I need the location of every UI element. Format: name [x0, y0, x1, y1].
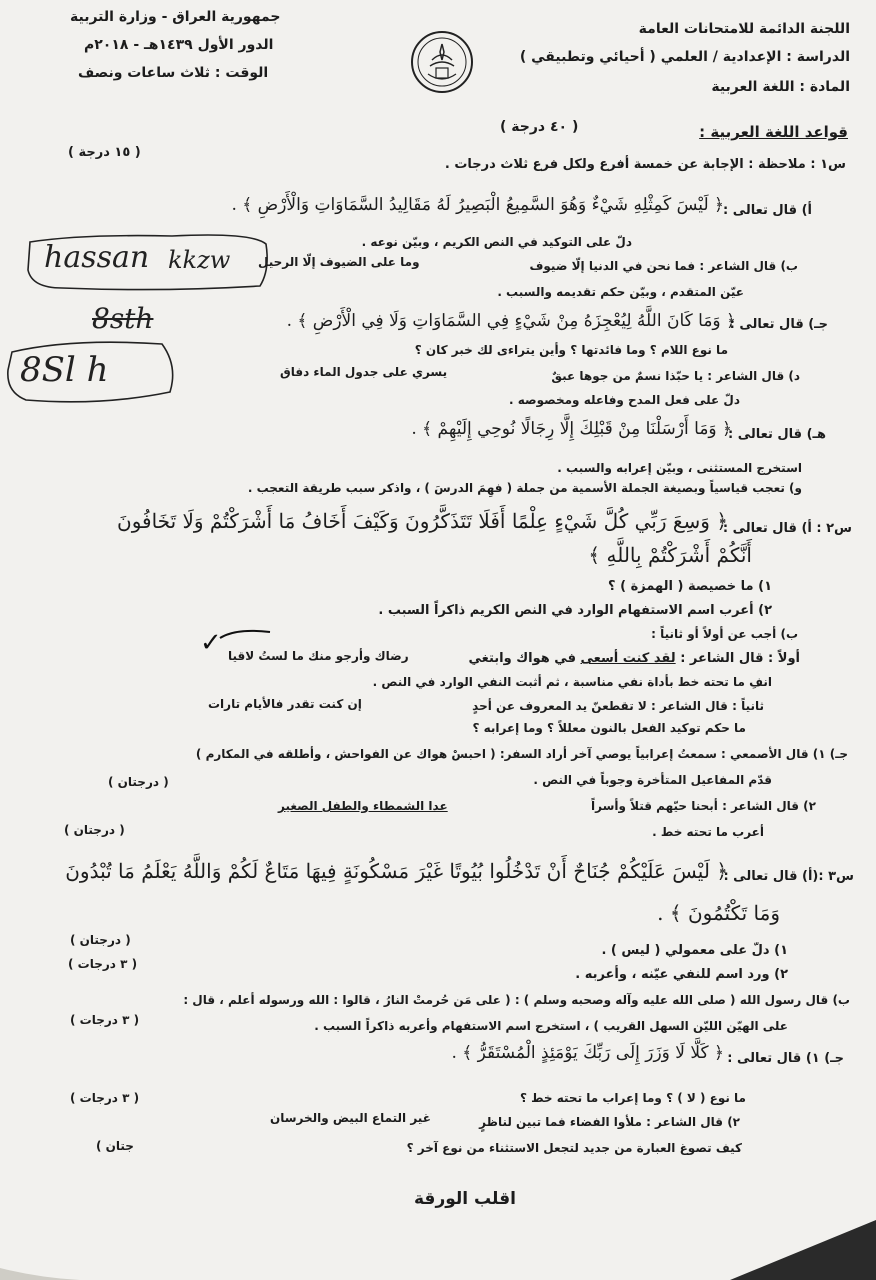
q2-first-verse2: رضاك وأرجو منك ما لستُ لاقيا: [228, 649, 409, 663]
q3-c-marks: ( ٣ درجات ): [70, 1091, 140, 1105]
q2-c2-question: أعرب ما تحته خط .: [652, 825, 764, 839]
handwritten-code: 8Sl h: [20, 350, 109, 390]
q2-c2-underlined: عدا الشمطاء والطفل الصغير: [278, 799, 448, 813]
q2-c1-question: قدّم المفاعيل المتأخرة وجوباً في النص .: [533, 773, 772, 787]
footer-turn-page: اقلب الورقة: [414, 1189, 516, 1209]
q1-b-question: عيّن المتقدم ، وبيّن حكم تقديمه والسبب .: [497, 285, 744, 299]
q2-second-verse1: ثانياً : قال الشاعر : لا تقطعنّ يد المعروف عن أحدٍ: [472, 699, 764, 713]
q1-f-question: و) تعجب قياسياً وبصيغة الجملة الأسمية من جملة ( فهِمَ الدرسَ ) ، واذكر سبب طريقة التعجب .: [247, 481, 802, 495]
q1-b-verse2: وما على الضيوف إلّا الرحيل: [258, 255, 420, 269]
q1-d-verse2: يسري على جدول الماء دفاق: [280, 365, 448, 379]
q2-c1: جـ) ١) قال الأصمعي : سمعتُ إعرابياً يوصي آخر أراد السفر: ( احبسْ هواك عن الفواحش ، وأطلقه في المكارم ): [195, 747, 848, 761]
q1-e-question: استخرج المستثنى ، وبيّن إعرابه والسبب .: [557, 461, 802, 475]
q1-a-question: دلّ على التوكيد في النص الكريم ، وبيّن نوعه .: [361, 235, 632, 249]
q3-a2: ٢) ورد اسم للنفي عيّنه ، وأعربه .: [575, 967, 788, 982]
q3-c-intro: جـ) ١) قال تعالى :: [727, 1051, 844, 1066]
q2-second-question: ما حكم توكيد الفعل بالنون معللاً ؟ وما إعرابه ؟: [472, 721, 746, 735]
q3-c2-verse2: غير التماع البيض والخرسان: [270, 1111, 431, 1125]
q2-c2-verse1: ٢) قال الشاعر : أبحنا حيّهم قتلاً وأسراً: [591, 799, 816, 813]
q1-a-intro: أ) قال تعالى :: [723, 203, 812, 218]
header-time: الوقت : ثلاث ساعات ونصف: [78, 65, 269, 81]
q3-a1-marks: ( درجتان ): [70, 933, 131, 947]
q2-second-verse2: إن كنت تقدر فالأيام تارات: [208, 697, 362, 711]
q2-c1-marks: ( درجتان ): [108, 775, 169, 789]
q1-d-verse1: د) قال الشاعر : يا حبّذا نسمٌ من جوها عبقٌ: [551, 369, 800, 383]
header-republic: جمهورية العراق - وزارة التربية: [70, 9, 281, 25]
q2-verse-line1: ﴿ وَسِعَ رَبِّي كُلَّ شَيْءٍ عِلْمًا أَفَلَا تَتَذَكَّرُونَ وَكَيْفَ أَخَافُ مَا أَشْرَكْتُمْ وَلَا تَخَافُونَ: [117, 509, 728, 533]
q1-b-verse1: ب) قال الشاعر : فما نحن في الدنيا إلّا ضيوف: [529, 259, 798, 273]
q2-c2-marks: ( درجتان ): [64, 823, 125, 837]
q2-a1: ١) ما خصيصة ( الهمزة ) ؟: [608, 579, 772, 594]
q3-intro: س٣ :(أ) قال تعالى :: [723, 869, 854, 884]
handwritten-tick: ✓: [200, 628, 222, 658]
q3-verse-line1: ﴿ لَيْسَ عَلَيْكُمْ جُنَاحٌ أَنْ تَدْخُلُوا بُيُوتًا غَيْرَ مَسْكُونَةٍ فِيهَا مَتَاعٌ لَكُمْ وَاللَّهُ يَعْلَمُ مَا تُبْدُونَ: [65, 859, 728, 883]
header-study: الدراسة : الإعدادية / العلمي ( أحيائي وتطبيقي ): [519, 49, 850, 65]
header-subject: المادة : اللغة العربية: [711, 79, 850, 95]
q2-first-prefix: أولاً : قال الشاعر :: [680, 651, 800, 666]
q3-verse-line2: وَمَا تَكْتُمُونَ ﴾ .: [657, 901, 780, 925]
q2-first-suffix: في هواك وابتغي: [468, 651, 576, 666]
q2-a2: ٢) أعرب اسم الاستفهام الوارد في النص الكريم ذاكراً السبب .: [378, 603, 772, 618]
q2-first-underlined: لقد كنت أسعى: [580, 651, 676, 666]
q3-a2-marks: ( ٣ درجات ): [68, 957, 138, 971]
section-marks: ( ٤٠ درجة ): [500, 119, 579, 135]
handwritten-struck-text: 8sth: [92, 302, 154, 335]
q3-a1: ١) دلّ على معمولي ( ليس ) .: [601, 943, 788, 958]
q2-b-heading: ب) أجب عن أولاً أو ثانياً :: [651, 627, 798, 641]
q3-c2-verse1: ٢) قال الشاعر : ملأوا الفضاء فما تبين لناظرٍ: [479, 1115, 740, 1129]
q3-b-marks: ( ٣ درجات ): [70, 1013, 140, 1027]
q1-e-verse: ﴿ وَمَا أَرْسَلْنَا مِنْ قَبْلِكَ إِلَّا رِجَالًا نُوحِي إِلَيْهِمْ ﴾ .: [411, 419, 732, 439]
q2-intro: س٢ : أ) قال تعالى :: [722, 521, 852, 536]
q1-d-question: دلّ على فعل المدح وفاعله ومخصوصه .: [509, 393, 740, 407]
q1-c-question: ما نوع اللام ؟ وما فائدتها ؟ وأين يتراءى لك خبر كان ؟: [414, 343, 728, 357]
q1-label: س١ : ملاحظة : الإجابة عن خمسة أفرع ولكل فرع ثلاث درجات .: [444, 157, 846, 172]
paper-corner-shadow: [0, 1180, 876, 1280]
q3-c-question: ما نوع ( لا ) ؟ وما إعراب ما تحته خط ؟: [519, 1091, 746, 1105]
header-session: الدور الأول ١٤٣٩هـ - ٢٠١٨م: [84, 37, 274, 53]
handwritten-scribble-tail: kkzw: [168, 246, 231, 274]
q1-marks: ( ١٥ درجة ): [68, 145, 141, 160]
tick-mark-stroke: [216, 626, 276, 642]
q1-c-verse: ﴿ وَمَا كَانَ اللَّهُ لِيُعْجِزَهُ مِنْ شَيْءٍ فِي السَّمَاوَاتِ وَلَا فِي الْأَرْضِ ﴾ .: [286, 311, 736, 331]
q3-b-line2: على الهيّن الليّن السهل القريب ) ، استخرج اسم الاستفهام وأعربه ذاكراً السبب .: [314, 1019, 788, 1033]
q3-c2-question: كيف تصوغ العبارة من جديد لتجعل الاستثناء من نوع آخر ؟: [406, 1141, 742, 1155]
q2-verse-line2: أَنَّكُمْ أَشْرَكْتُمْ بِاللَّهِ ﴾: [588, 543, 752, 567]
q2-first-question: انفِ ما تحته خط بأداة نفي مناسبة ، ثم أثبت النفي الوارد في النص .: [372, 675, 772, 689]
q3-c-verse: ﴿ كَلَّا لَا وَزَرَ إِلَى رَبِّكَ يَوْمَئِذٍ الْمُسْتَقَرُّ ﴾ .: [451, 1043, 724, 1063]
q2-first-verse1: [468, 652, 800, 666]
section-title: قواعد اللغة العربية :: [699, 123, 848, 141]
q3-c2-marks: جتان ): [96, 1139, 134, 1153]
q1-c-intro: جـ) قال تعالى :: [729, 317, 828, 332]
handwritten-name: hassan: [44, 240, 150, 275]
q1-e-intro: هـ) قال تعالى :: [728, 427, 826, 442]
q3-b-line1: ب) قال رسول الله ( صلى الله عليه وآله وصحبه وسلم ) : ( على مَن حُرمتْ النارُ ، قالوا : الله ورسوله أعلم ، قال :: [183, 993, 850, 1007]
ministry-seal-logo: [410, 30, 474, 94]
q1-a-verse: ﴿ لَيْسَ كَمِثْلِهِ شَيْءٌ وَهُوَ السَّمِيعُ الْبَصِيرُ لَهُ مَقَالِيدُ السَّمَاوَاتِ وَالْأَرْضِ ﴾ .: [231, 195, 724, 215]
header-committee: اللجنة الدائمة للامتحانات العامة: [638, 21, 850, 37]
